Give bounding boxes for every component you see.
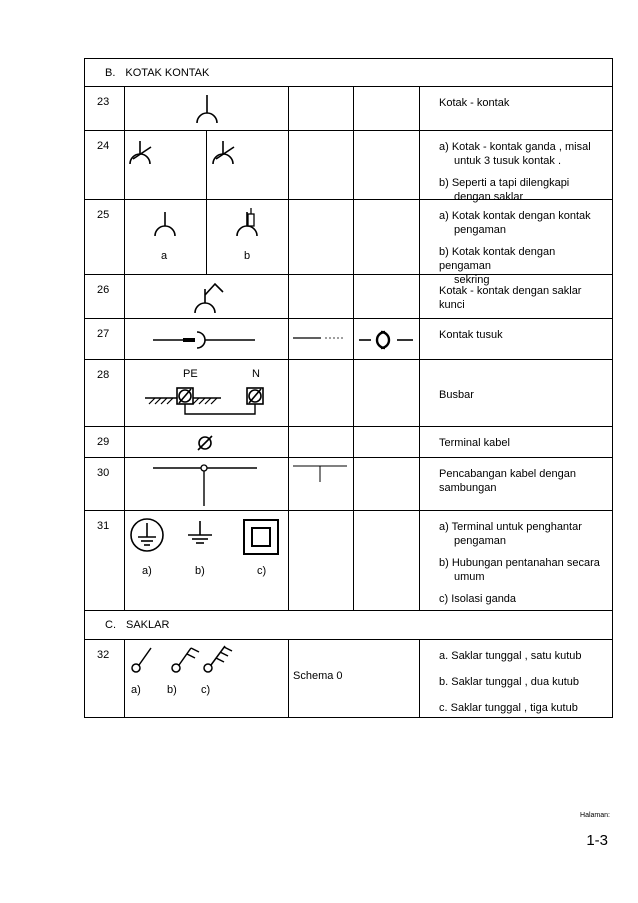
page-number: 1-3 — [586, 832, 608, 849]
symbol-label-b: b) — [195, 565, 205, 577]
cable-branch-symbol — [293, 464, 349, 486]
row-description: Kontak tusuk — [439, 329, 503, 341]
row-description: Pencabangan kabel dengan sambungan — [439, 468, 577, 494]
busbar-symbol — [145, 384, 271, 420]
earth-ground-symbol — [185, 521, 215, 547]
row-number: 31 — [97, 520, 110, 532]
busbar-label-pe: PE — [183, 368, 198, 380]
row-number: 26 — [97, 284, 110, 296]
table-row-30 — [85, 457, 612, 510]
row-description: a) Terminal untuk penghantar pengaman b) Hubungan pentanahan secara umum c) Isolasi ganda — [439, 521, 600, 605]
row-description: Kotak - kontak — [439, 97, 510, 109]
row-description: Terminal kabel — [439, 437, 510, 449]
section-code: B. — [105, 66, 116, 79]
switch-double-pole-symbol — [171, 644, 201, 674]
table-row-26 — [85, 274, 612, 318]
row-number: 23 — [97, 96, 110, 108]
busbar-label-n: N — [252, 368, 260, 380]
section-code: C. — [105, 619, 116, 631]
socket-fuse-symbol — [233, 206, 267, 238]
table-row-29 — [85, 426, 612, 457]
switch-single-pole-symbol — [131, 644, 157, 674]
socket-outlet-symbol — [193, 93, 223, 125]
table-row-25 — [85, 199, 612, 286]
row-number: 28 — [97, 369, 110, 381]
symbol-label-a: a) — [131, 684, 141, 696]
cable-branch-junction-symbol — [153, 462, 257, 506]
symbol-label-a: a) — [142, 565, 152, 577]
symbol-label-b: b — [244, 250, 251, 262]
plug-connector-symbol — [359, 329, 415, 351]
table-row-32 — [85, 639, 612, 717]
switch-triple-pole-symbol — [203, 644, 235, 674]
plug-socket-symbol — [153, 329, 257, 351]
plug-socket-line-symbol — [293, 331, 349, 349]
row-number: 32 — [97, 649, 110, 661]
row-number: 27 — [97, 328, 110, 340]
row-description: a) Kotak kontak dengan kontak pengaman b) Kotak kontak dengan pengaman sekring — [439, 210, 591, 286]
row-number: 29 — [97, 436, 110, 448]
page-label: Halaman: — [580, 812, 610, 819]
symbol-label-c: c) — [257, 565, 267, 577]
section-title: SAKLAR — [126, 619, 170, 631]
row-number: 25 — [97, 209, 110, 221]
cable-terminal-symbol — [195, 433, 215, 453]
table-row-24 — [85, 130, 612, 203]
protective-earth-terminal-symbol — [129, 517, 165, 553]
multiple-socket-symbol — [127, 139, 157, 169]
table-row-27 — [85, 318, 612, 359]
row-description: a) Kotak - kontak ganda , misal untuk 3 tusuk kontak . b) Seperti a tapi dilengkapi dengan saklar — [439, 141, 591, 203]
multiple-socket-switch-symbol — [210, 139, 240, 169]
row-number: 24 — [97, 140, 110, 152]
table-row-23 — [85, 86, 612, 130]
symbol-table — [84, 58, 613, 718]
row-number: 30 — [97, 467, 110, 479]
symbol-label-b: b) — [167, 684, 177, 696]
table-row-31 — [85, 510, 612, 610]
double-insulation-symbol — [243, 519, 279, 555]
row-description: Kotak - kontak dengan saklar kunci — [439, 285, 582, 311]
socket-protective-contact-symbol — [151, 210, 181, 238]
section-title: KOTAK KONTAK — [125, 66, 210, 79]
row-description: a. Saklar tunggal , satu kutub b. Saklar tunggal , dua kutub c. Saklar tunggal , tiga kutub — [439, 650, 582, 714]
symbol-label-a: a — [161, 250, 168, 262]
section-header-kotak-kontak — [85, 59, 612, 86]
table-row-28 — [85, 359, 612, 426]
schema-label: Schema 0 — [293, 670, 343, 682]
socket-key-switch-symbol — [191, 279, 227, 315]
symbol-label-c: c) — [201, 684, 211, 696]
row-description: Busbar — [439, 389, 474, 401]
section-header-saklar — [85, 610, 612, 639]
